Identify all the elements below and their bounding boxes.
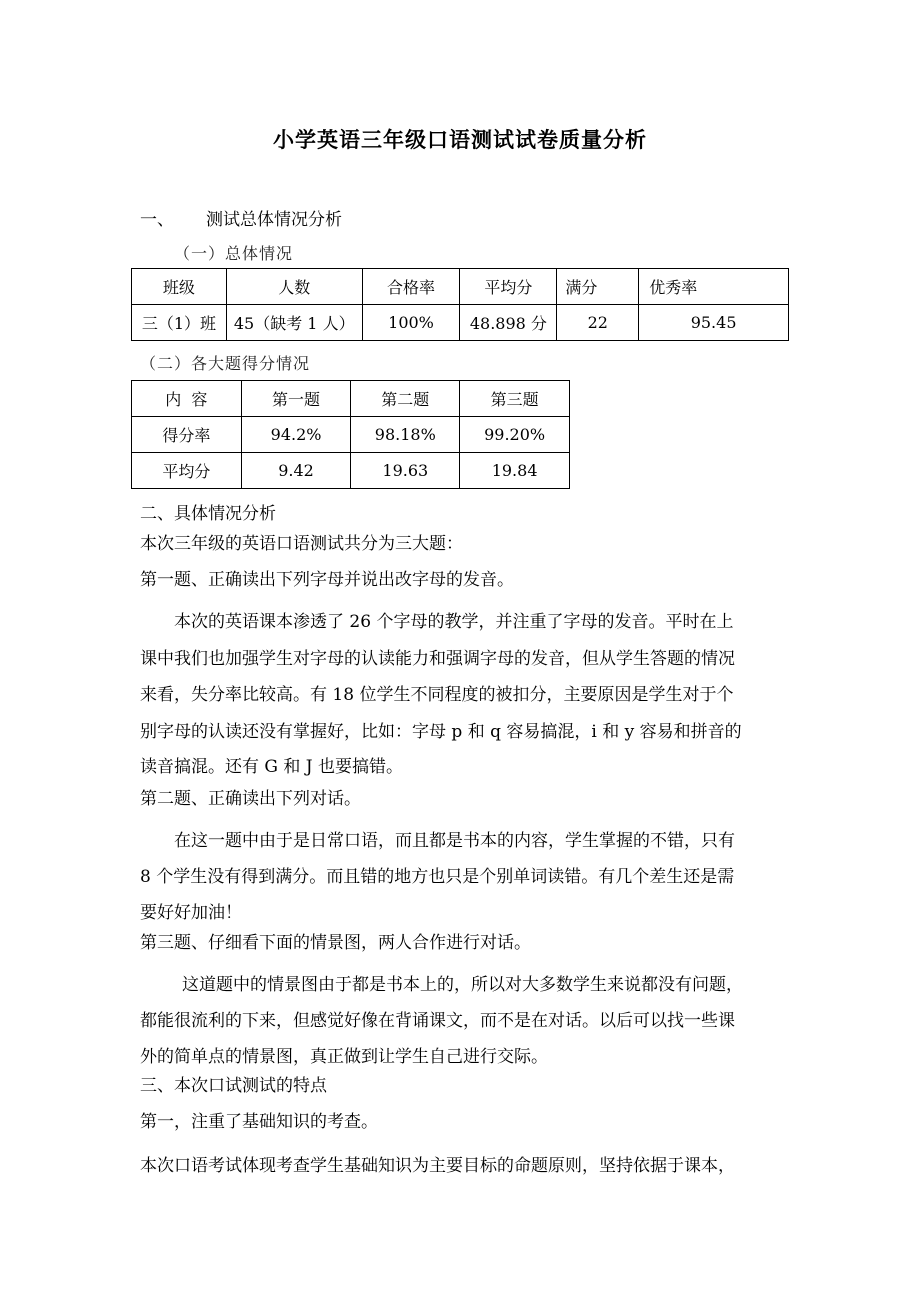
section2-intro: 本次三年级的英语口语测试共分为三大题： xyxy=(140,534,463,554)
table-cell: 45（缺考 1 人） xyxy=(226,305,362,341)
table-header-cell: 第三题 xyxy=(460,381,570,417)
table-header-cell: 优秀率 xyxy=(639,269,789,305)
table-header-cell: 合格率 xyxy=(362,269,460,305)
table-header-cell: 内 容 xyxy=(132,381,242,417)
table-cell: 三（1）班 xyxy=(132,305,227,341)
section3-heading: 三、本次口试测试的特点 xyxy=(140,1076,327,1096)
paragraph-line: 都能很流利的下来，但感觉好像在背诵课文，而不是在对话。以后可以找一些课 xyxy=(140,1011,735,1031)
table-cell: 95.45 xyxy=(639,305,789,341)
section1-number: 一、 xyxy=(140,210,174,230)
paragraph-line: 8 个学生没有得到满分。而且错的地方也只是个别单词读错。有几个差生还是需 xyxy=(140,867,735,887)
question-scores-table xyxy=(131,380,570,489)
paragraph-line: 本次口语考试体现考查学生基础知识为主要目标的命题原则，坚持依据于课本， xyxy=(140,1156,735,1176)
table-header-cell: 平均分 xyxy=(460,269,557,305)
table-header-cell: 第二题 xyxy=(351,381,460,417)
table-cell: 平均分 xyxy=(132,453,242,489)
table-row xyxy=(132,417,570,453)
paragraph-line: 这道题中的情景图由于都是书本上的，所以对大多数学生来说都没有问题， xyxy=(182,975,743,995)
section3-point1: 第一，注重了基础知识的考查。 xyxy=(140,1112,378,1132)
table-header-row xyxy=(132,269,789,305)
table-cell: 48.898 分 xyxy=(460,305,557,341)
paragraph-line: 在这一题中由于是日常口语，而且都是书本的内容，学生掌握的不错，只有 xyxy=(174,831,735,851)
paragraph-line: 来看，失分率比较高。有 18 位学生不同程度的被扣分，主要原因是学生对于个 xyxy=(140,685,734,705)
overall-table xyxy=(131,268,789,341)
table-cell: 19.63 xyxy=(351,453,460,489)
table-row xyxy=(132,305,789,341)
paragraph-line: 要好好加油！ xyxy=(140,903,242,923)
paragraph-line: 本次的英语课本渗透了 26 个字母的教学，并注重了字母的发音。平时在上 xyxy=(174,612,734,632)
table-header-cell: 满分 xyxy=(557,269,639,305)
paragraph-line: 课中我们也加强学生对字母的认读能力和强调字母的发音，但从学生答题的情况 xyxy=(140,649,735,669)
section2-heading: 二、具体情况分析 xyxy=(140,504,276,524)
question3-heading: 第三题、仔细看下面的情景图，两人合作进行对话。 xyxy=(140,933,531,953)
table-cell: 100% xyxy=(362,305,460,341)
table-header-cell: 班级 xyxy=(132,269,227,305)
paragraph-line: 读音搞混。还有 G 和 J 也要搞错。 xyxy=(140,757,404,777)
table-cell: 得分率 xyxy=(132,417,242,453)
paragraph-line: 外的简单点的情景图，真正做到让学生自己进行交际。 xyxy=(140,1047,548,1067)
table-cell: 99.20% xyxy=(460,417,570,453)
table-cell: 19.84 xyxy=(460,453,570,489)
overall-subheading: （一）总体情况 xyxy=(174,244,294,263)
table-cell: 94.2% xyxy=(241,417,351,453)
section1-heading xyxy=(140,205,342,230)
table-cell: 9.42 xyxy=(241,453,351,489)
question-scores-subheading: （二）各大题得分情况 xyxy=(140,354,311,373)
paragraph-line: 别字母的认读还没有掌握好，比如：字母 p 和 q 容易搞混，i 和 y 容易和拼音的 xyxy=(140,722,742,742)
question1-heading: 第一题、正确读出下列字母并说出改字母的发音。 xyxy=(140,570,514,590)
table-row xyxy=(132,453,570,489)
table-header-cell: 第一题 xyxy=(241,381,351,417)
table-cell: 22 xyxy=(557,305,639,341)
section1-heading-text: 测试总体情况分析 xyxy=(206,210,342,230)
document-title: 小学英语三年级口语测试试卷质量分析 xyxy=(273,127,647,152)
table-cell: 98.18% xyxy=(351,417,460,453)
table-header-cell: 人数 xyxy=(226,269,362,305)
table-header-row xyxy=(132,381,570,417)
question2-heading: 第二题、正确读出下列对话。 xyxy=(140,789,361,809)
